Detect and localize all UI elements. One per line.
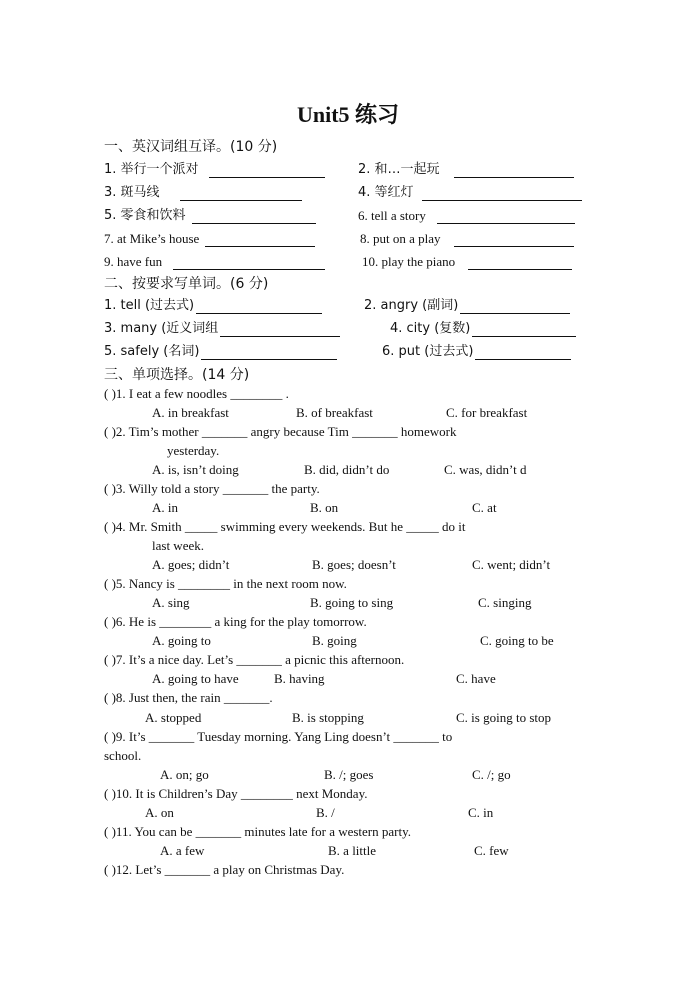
question-1: ( )1. I eat a few noodles ________ .	[104, 386, 289, 401]
q7-option-b: B. having	[274, 671, 325, 686]
question-5: ( )5. Nancy is ________ in the next room now.	[104, 576, 347, 591]
q10-option-a: A. on	[145, 805, 174, 820]
s2-item-6: 6. put (过去式)	[382, 344, 571, 360]
q7-option-a: A. going to have	[152, 671, 239, 686]
question-8: ( )8. Just then, the rain _______.	[104, 690, 273, 705]
q2-option-b: B. did, didn’t do	[304, 462, 390, 477]
s1-item-3: 3. 斑马线	[104, 185, 302, 201]
q1-option-c: C. for breakfast	[446, 405, 528, 420]
q5-option-b: B. going to sing	[310, 595, 394, 610]
q6-option-c: C. going to be	[480, 633, 554, 648]
q3-option-b: B. on	[310, 500, 339, 515]
q4-option-b: B. goes; doesn’t	[312, 557, 396, 572]
s1-item-8: 8. put on a play	[360, 231, 574, 247]
q3-option-a: A. in	[152, 500, 178, 515]
q10-option-b: B. /	[316, 805, 335, 820]
s2-item-4: 4. city (复数)	[390, 321, 576, 337]
q9-option-c: C. /; go	[472, 767, 511, 782]
q5-option-a: A. sing	[152, 595, 190, 610]
q9-option-a: A. on; go	[160, 767, 209, 782]
s1-item-6: 6. tell a story	[358, 208, 575, 224]
q3-option-c: C. at	[472, 500, 497, 515]
question-12: ( )12. Let’s _______ a play on Christmas Day.	[104, 862, 345, 877]
question-7: ( )7. It’s a nice day. Let’s _______ a picnic this afternoon.	[104, 652, 405, 667]
q1-option-a: A. in breakfast	[152, 405, 229, 420]
question-6: ( )6. He is ________ a king for the play tomorrow.	[104, 614, 367, 629]
q6-option-b: B. going	[312, 633, 357, 648]
s1-item-2: 2. 和…一起玩	[358, 162, 574, 178]
question-4: ( )4. Mr. Smith _____ swimming every weekends. But he _____ do it	[104, 519, 466, 534]
s1-item-4: 4. 等红灯	[358, 185, 582, 201]
page-title: Unit5 练习	[296, 102, 400, 127]
q11-option-a: A. a few	[160, 843, 205, 858]
q7-option-c: C. have	[456, 671, 496, 686]
section-2-heading: 二、按要求写单词。(6 分)	[104, 276, 269, 292]
q5-option-c: C. singing	[478, 595, 532, 610]
q2-continuation: yesterday.	[167, 443, 220, 458]
s2-item-1: 1. tell (过去式)	[104, 298, 322, 314]
s2-item-3: 3. many (近义词组	[104, 321, 340, 337]
q8-option-c: C. is going to stop	[456, 710, 551, 725]
q9-option-b: B. /; goes	[324, 767, 374, 782]
s1-item-7: 7. at Mike’s house	[104, 231, 315, 247]
q4-continuation: last week.	[152, 538, 204, 553]
question-2: ( )2. Tim’s mother _______ angry because Tim _______ homework	[104, 424, 457, 439]
q4-option-c: C. went; didn’t	[472, 557, 551, 572]
q1-option-b: B. of breakfast	[296, 405, 373, 420]
q11-option-c: C. few	[474, 843, 509, 858]
q9-continuation: school.	[104, 748, 142, 763]
s2-item-5: 5. safely (名词)	[104, 344, 337, 360]
q8-option-b: B. is stopping	[292, 710, 364, 725]
question-3: ( )3. Willy told a story _______ the party.	[104, 481, 320, 496]
s2-item-2: 2. angry (副词)	[364, 298, 570, 314]
section-1-heading: 一、英汉词组互译。(10 分)	[104, 139, 278, 155]
s1-item-9: 9. have fun	[104, 254, 325, 270]
q11-option-b: B. a little	[328, 843, 377, 858]
s1-item-10: 10. play the piano	[362, 254, 572, 270]
section-3-heading: 三、单项选择。(14 分)	[104, 367, 250, 383]
question-10: ( )10. It is Children’s Day ________ next Monday.	[104, 786, 368, 801]
q10-option-c: C. in	[468, 805, 494, 820]
s1-item-1: 1. 举行一个派对	[104, 162, 325, 178]
q6-option-a: A. going to	[152, 633, 211, 648]
q2-option-c: C. was, didn’t d	[444, 462, 527, 477]
question-9: ( )9. It’s _______ Tuesday morning. Yang Ling doesn’t _______ to	[104, 729, 453, 744]
q4-option-a: A. goes; didn’t	[152, 557, 230, 572]
s1-item-5: 5. 零食和饮料	[104, 208, 316, 224]
question-11: ( )11. You can be _______ minutes late for a western party.	[104, 824, 412, 839]
q8-option-a: A. stopped	[145, 710, 202, 725]
q2-option-a: A. is, isn’t doing	[152, 462, 239, 477]
